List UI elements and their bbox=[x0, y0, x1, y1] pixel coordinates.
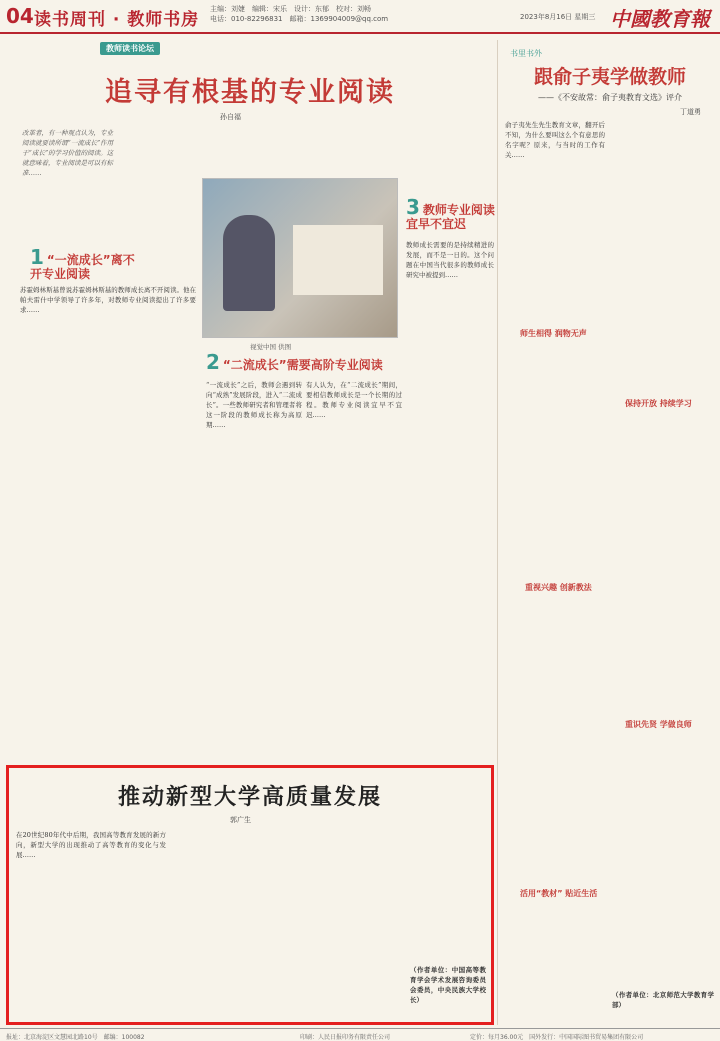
footer-printer: 印刷：人民日报印务有限责任公司 bbox=[300, 1034, 391, 1041]
right-subhead-1: 师生相得 润物无声 bbox=[520, 329, 587, 338]
right-subhead-2: 重视兴趣 创新教法 bbox=[525, 583, 592, 592]
section-heading-1: 1 “一流成长”离不开专业阅读 bbox=[30, 245, 135, 281]
section-heading-3: 3 教师专业阅读宜早不宜迟 bbox=[406, 195, 495, 231]
right-article-title[interactable]: 跟俞子夷学做教师 bbox=[533, 66, 686, 88]
column-tag: 教师读书论坛 bbox=[100, 42, 160, 55]
right-subhead-5: 活用“教材” 贴近生活 bbox=[520, 889, 598, 898]
editorial-info: 主编：刘婕 编辑：宋乐 设计：东郁 校对：刘畅 电话：010-82296831 邮箱：1369904009@qq.com bbox=[210, 5, 389, 23]
page-number: 04 bbox=[6, 4, 34, 28]
boxed-article-author-note: （作者单位：中国高等教育学会学术发展咨询委员会委员，中央民族大学校长） bbox=[410, 966, 486, 1004]
right-subhead-3: 保持开放 持续学习 bbox=[625, 399, 692, 408]
section-body-2-cont: 有人认为，在“二流成长”期间，要相信教师成长是一个长期的过程。教师专业阅读宜早不宜迟…… bbox=[306, 381, 402, 419]
section-heading-2: 2 “二流成长”需要高阶专业阅读 bbox=[206, 350, 383, 374]
article-photo bbox=[202, 178, 398, 338]
right-column-tag: 书里书外 bbox=[510, 49, 542, 58]
section-body-1: 苏霍姆林斯基曾说苏霍姆林斯基的教师成长离不开阅读。他在帕夫雷什中学领导了许多年，对教师专业阅读提出了许多要求…… bbox=[20, 286, 196, 314]
footer-address: 报址：北京海淀区文慧园北路10号 邮编：100082 bbox=[6, 1034, 145, 1041]
right-article-body: 俞子夷先生先生教育文章，翻开后不知，为什么要叫这么个有意思的名字呢？原来，与当时的工作有关…… bbox=[505, 121, 605, 159]
newspaper-logo: 中國教育報 bbox=[610, 7, 710, 31]
article-abstract: 改革者，有一种观点认为，专业阅读就要读所谓“一流成长”作用于“成长”的学习价值的阅读。这就意味着，专业阅读是可以有标准…… bbox=[22, 129, 114, 177]
article-byline: 孙自福 bbox=[220, 113, 241, 121]
section-title: 读书周刊 · 教师书房 bbox=[34, 10, 200, 30]
masthead bbox=[0, 0, 720, 34]
boxed-article-body: 在20世纪80年代中后期，我国高等教育发展的新方向，新型大学的出现推动了高等教育的变化与发展…… bbox=[16, 831, 166, 859]
photo-caption: 视觉中国 供图 bbox=[250, 343, 292, 351]
issue-date: 2023年8月16日 星期三 bbox=[520, 13, 596, 21]
section-body-2: “一流成长”之后，教师会遇到转向“成熟”发展阶段，进入“二流成长”。一些教师研究者和管理者将这一阶段的教师成长称为高原期…… bbox=[206, 381, 302, 429]
right-article-author-note: （作者单位：北京师范大学教育学部） bbox=[612, 991, 714, 1009]
section-body-3: 教师成长需要的是持续精进的发展，而不是一日的。这个问题在中国当代很多的教师成长研究中被提到…… bbox=[406, 241, 494, 279]
footer-price: 定价：每月36.00元 国外发行：中国国际图书贸易集团有限公司 bbox=[470, 1034, 644, 1041]
article-title[interactable]: 追寻有根基的专业阅读 bbox=[105, 77, 395, 108]
boxed-article-byline: 郭广生 bbox=[230, 816, 251, 824]
boxed-article-title[interactable]: 推动新型大学高质量发展 bbox=[117, 785, 382, 810]
page-footer bbox=[0, 1028, 720, 1041]
column-divider bbox=[497, 40, 498, 1025]
right-article-author: 丁道勇 bbox=[680, 108, 701, 116]
right-article-subtitle: ——《不安故常：俞子夷教育文选》评介 bbox=[538, 93, 682, 102]
right-subhead-4: 重识先贤 学做良师 bbox=[625, 720, 692, 729]
